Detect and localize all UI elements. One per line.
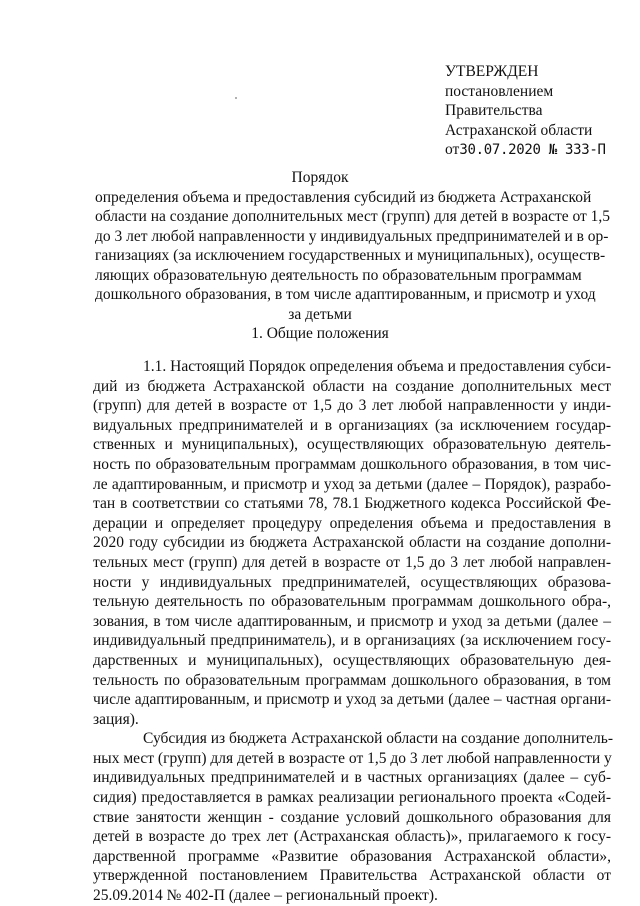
- paragraph-line: 25.09.2014 № 402-П (далее – региональный проект).: [93, 887, 438, 905]
- paragraph-line: индивидуальных предпринимателей и в частных организациях (далее – суб-: [93, 769, 611, 787]
- paragraph-line: дерации и определяет процедуру определения объема и предоставления в: [93, 514, 611, 532]
- paragraph-line: 1.1. Настоящий Порядок определения объема и предоставления субси-: [143, 358, 611, 375]
- paragraph-line: видуальных предпринимателей и в организациях (за исключением государ-: [93, 416, 611, 434]
- paragraph-line: тельных мест (групп) для детей в возрасте от 1,5 до 3 лет любой направлен-: [93, 553, 611, 571]
- paragraph-line: детей в возрасте до трех лет (Астраханская область)», прилагаемого к госу-: [93, 828, 611, 846]
- title-description-line: ляющих образовательную деятельность по образовательным программам: [95, 266, 582, 284]
- paragraph-line: ле адаптированным, и присмотр и уход за детьми (далее – Порядок), разрабо-: [93, 475, 611, 493]
- paragraph-line: ность по образовательным программам дошкольного образования, в том чис-: [93, 455, 611, 473]
- title-description-line: ганизациях (за исключением государственных и муниципальных), осуществ-: [95, 247, 606, 264]
- paragraph-line: ности у индивидуальных предпринимателей, осуществляющих образова-: [93, 573, 611, 591]
- paragraph-line: (групп) для детей в возрасте от 1,5 до 3 лет любой направленности у инди-: [93, 397, 611, 415]
- paragraph-line: тельную деятельность по образовательным программам дошкольного обра-,: [93, 593, 611, 611]
- approval-line: Астраханской области: [445, 121, 593, 139]
- title-description: [95, 188, 611, 325]
- paragraph-line: дий из бюджета Астраханской области на создание дополнительных мест: [93, 377, 611, 395]
- paragraph-line: дарственной программе «Развитие образования Астраханской области»,: [93, 847, 611, 865]
- paragraph-2: [93, 729, 611, 905]
- approval-date-line: [445, 140, 635, 161]
- document-title: [95, 168, 611, 324]
- paragraph-line: Субсидия из бюджета Астраханской области на создание дополнитель-: [143, 730, 613, 748]
- paragraph-line: утвержденной постановлением Правительства Астраханской области от: [93, 867, 611, 885]
- title-description-line: определения объема и предоставления субсидий из бюджета Астраханской: [95, 188, 592, 206]
- approval-line: постановлением: [445, 82, 554, 100]
- paragraph-line: дарственных и муниципальных), осуществляющих образовательную дея-: [93, 651, 611, 669]
- title-description-line: дошкольного образования, в том числе адаптированным, и присмотр и уход: [95, 286, 596, 303]
- paragraph-line: числе адаптированным, и присмотр и уход за детьми (далее – частная органи-: [93, 691, 611, 709]
- approval-date-number: 30.07.2020 № 333-П: [459, 142, 606, 158]
- paragraph-line: тан в соответствии со статьями 78, 78.1 Бюджетного кодекса Российской Фе-: [93, 495, 611, 513]
- title-word: Порядок: [291, 169, 349, 186]
- title-description-line: за детьми: [288, 305, 352, 323]
- paragraph-line: ствие занятости женщин - создание условий дошкольного образования для: [93, 808, 611, 826]
- paragraph-line: индивидуальный предприниматель), и в организациях (за исключением госу-: [93, 632, 611, 650]
- paragraph-line: зация).: [93, 710, 139, 728]
- approval-stamp: [445, 62, 635, 161]
- paragraph-1: [93, 357, 611, 729]
- title-description-line: области на создание дополнительных мест (групп) для детей в возрасте от 1,5: [95, 208, 611, 225]
- paragraph-line: 2020 году субсидии из бюджета Астраханской области на создание дополни-: [93, 534, 611, 552]
- approval-date-prefix: от: [445, 141, 460, 158]
- section-heading: 1. Общие положения: [251, 325, 389, 342]
- approval-line: Правительства: [445, 102, 543, 119]
- scan-speck: [235, 97, 237, 99]
- document-body: [93, 357, 611, 906]
- paragraph-line: тельность по образовательным программам дошкольного образования, в том: [93, 671, 611, 689]
- paragraph-line: зования, в том числе адаптированным, и присмотр и уход за детьми (далее –: [93, 612, 611, 630]
- paragraph-line: ных мест (групп) для детей в возрасте от 1,5 до 3 лет любой направленности у: [93, 749, 612, 767]
- title-description-line: до 3 лет любой направленности у индивидуальных предпринимателей и в ор-: [95, 227, 609, 245]
- approval-line: УТВЕРЖДЕН: [445, 63, 539, 80]
- paragraph-line: ственных и муниципальных), осуществляющих образовательную деятель-: [93, 436, 611, 454]
- paragraph-line: сидия) предоставляется в рамках реализации регионального проекта «Содей-: [93, 789, 611, 807]
